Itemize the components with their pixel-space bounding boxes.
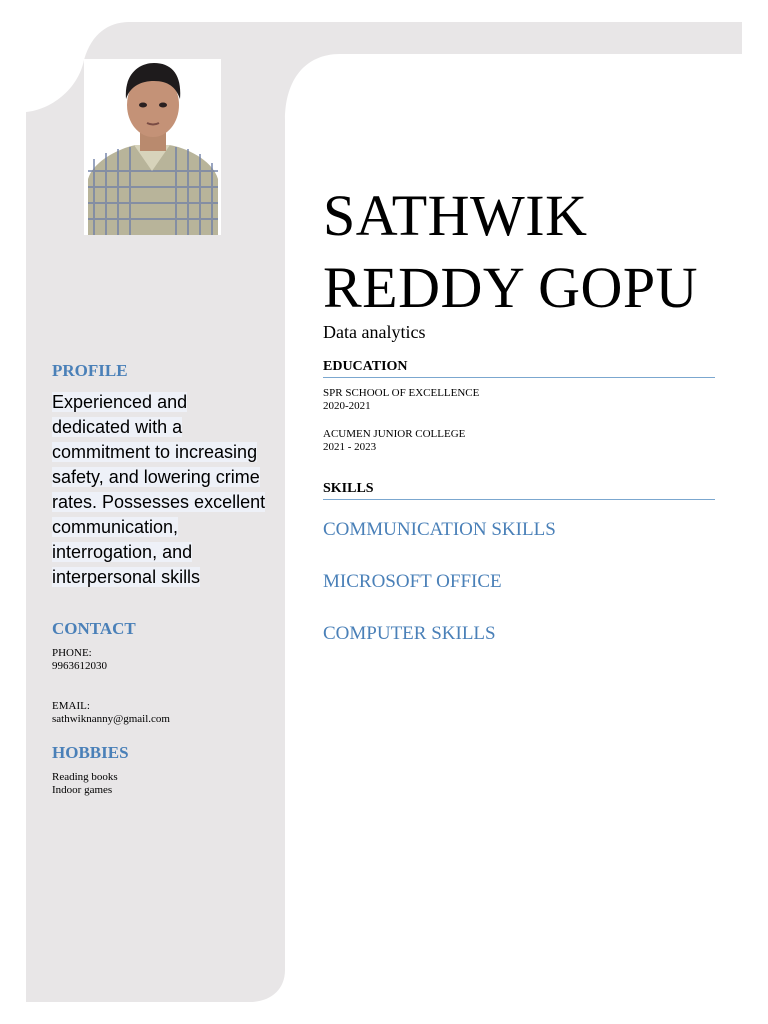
phone-block bbox=[52, 647, 107, 673]
education-school: SPR SCHOOL OF EXCELLENCE bbox=[323, 387, 480, 399]
hobbies-list bbox=[52, 771, 118, 797]
profile-heading: PROFILE bbox=[52, 361, 128, 380]
education-school: ACUMEN JUNIOR COLLEGE bbox=[323, 428, 466, 440]
job-title: Data analytics bbox=[323, 322, 426, 342]
profile-line: rates. Possesses excellent bbox=[52, 492, 266, 512]
contact-heading: CONTACT bbox=[52, 619, 136, 638]
profile-line: Experienced and bbox=[52, 392, 188, 412]
hobby-item: Indoor games bbox=[52, 784, 113, 796]
phone-label: PHONE: bbox=[52, 647, 92, 659]
education-item bbox=[323, 387, 479, 413]
profile-line: interrogation, and bbox=[52, 542, 193, 562]
education-item bbox=[323, 428, 465, 454]
education-years: 2021 - 2023 bbox=[323, 441, 377, 453]
profile-line: interpersonal skills bbox=[52, 567, 201, 587]
hobby-item: Reading books bbox=[52, 771, 118, 783]
profile-line: communication, bbox=[52, 517, 179, 537]
phone-value: 9963612030 bbox=[52, 660, 107, 672]
profile-line: safety, and lowering crime bbox=[52, 467, 260, 487]
profile-line: commitment to increasing bbox=[52, 442, 258, 462]
email-value: sathwiknanny@gmail.com bbox=[52, 713, 170, 725]
profile-line: dedicated with a bbox=[52, 417, 183, 437]
candidate-name bbox=[323, 180, 743, 324]
profile-text bbox=[52, 390, 266, 590]
skill-item: MICROSOFT OFFICE bbox=[323, 571, 502, 592]
skills-heading: SKILLS bbox=[323, 481, 715, 500]
profile-photo bbox=[84, 59, 221, 235]
education-heading: EDUCATION bbox=[323, 359, 715, 378]
skill-item: COMMUNICATION SKILLS bbox=[323, 519, 556, 540]
hobbies-heading: HOBBIES bbox=[52, 743, 129, 762]
education-years: 2020-2021 bbox=[323, 400, 371, 412]
email-label: EMAIL: bbox=[52, 700, 90, 712]
name-line-2: REDDY GOPU bbox=[323, 255, 699, 320]
email-block bbox=[52, 700, 170, 726]
skill-item: COMPUTER SKILLS bbox=[323, 623, 496, 644]
name-line-1: SATHWIK bbox=[323, 183, 588, 248]
